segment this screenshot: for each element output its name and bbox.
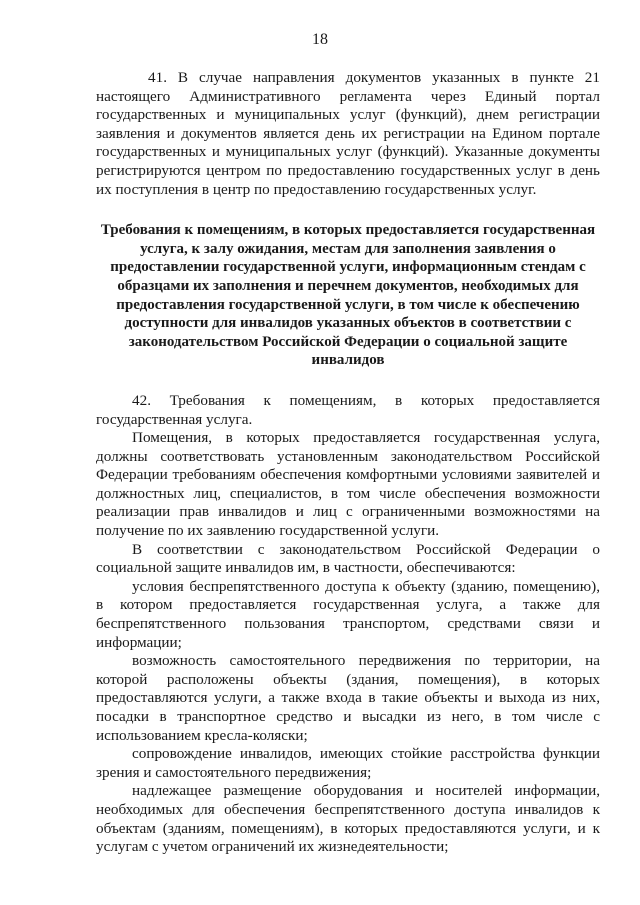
paragraph-premises-requirements: Помещения, в которых предоставляется государственная услуга, должны соответствовать установленным законодательством Российской Федерации требованиям обеспечения комфортными условиями заявителей и должностных лиц, специалистов, в том числе обеспечения возможности реализации прав инвалидов и лиц с ограниченными возможностями на получение по их заявлению государственной услуги. <box>96 429 600 540</box>
page-content <box>96 69 600 857</box>
paragraph-disabled-rights: В соответствии с законодательством Российской Федерации о социальной защите инвалидов им, в частности, обеспечиваются: <box>96 540 600 577</box>
list-item-movement: возможность самостоятельного передвижения по территории, на которой расположены объекты (здания, помещения), в которых предоставляются услуги, а также входа в такие объекты и выхода из них, посадки в транспортное средство и высадки из него, в том числе с использованием кресла-коляски; <box>96 652 600 744</box>
paragraph-41: 41. В случае направления документов указанных в пункте 21 настоящего Административного регламента через Единый портал государственных и муниципальных услуг (функций), днем регистрации заявления и документов является день их регистрации на Едином портале государственных и муниципальных услуг (функций). Указанные документы регистрируются центром по предоставлению государственных услуг в день их поступления в центр по предоставлению государственных услуг. <box>96 69 600 198</box>
paragraph-42: 42. Требования к помещениям, в которых предоставляется государственная услуга. <box>96 391 600 428</box>
list-item-access-conditions: условия беспрепятственного доступа к объекту (зданию, помещению), в котором предоставляется государственная услуга, а также для беспрепятственного пользования транспортом, средствами связи и информации; <box>96 577 600 651</box>
section-heading: Требования к помещениям, в которых предоставляется государственная услуга, к залу ожидания, местам для заполнения заявления о предоставлении государственной услуги, информационным стендам с образцами их заполнения и перечнем документов, необходимых для предоставления государственной услуги, в том числе к обеспечению доступности для инвалидов указанных объектов в соответствии с законодательством Российской Федерации о социальной защите инвалидов <box>100 222 596 369</box>
list-item-equipment-placement: надлежащее размещение оборудования и носителей информации, необходимых для обеспечения беспрепятственного доступа инвалидов к объектам (зданиям, помещениям), в которых предоставляются услуги, и к услугам с учетом ограничений их жизнедеятельности; <box>96 782 600 856</box>
page-number: 18 <box>312 31 328 48</box>
list-item-escort: сопровождение инвалидов, имеющих стойкие расстройства функции зрения и самостоятельного передвижения; <box>96 745 600 781</box>
